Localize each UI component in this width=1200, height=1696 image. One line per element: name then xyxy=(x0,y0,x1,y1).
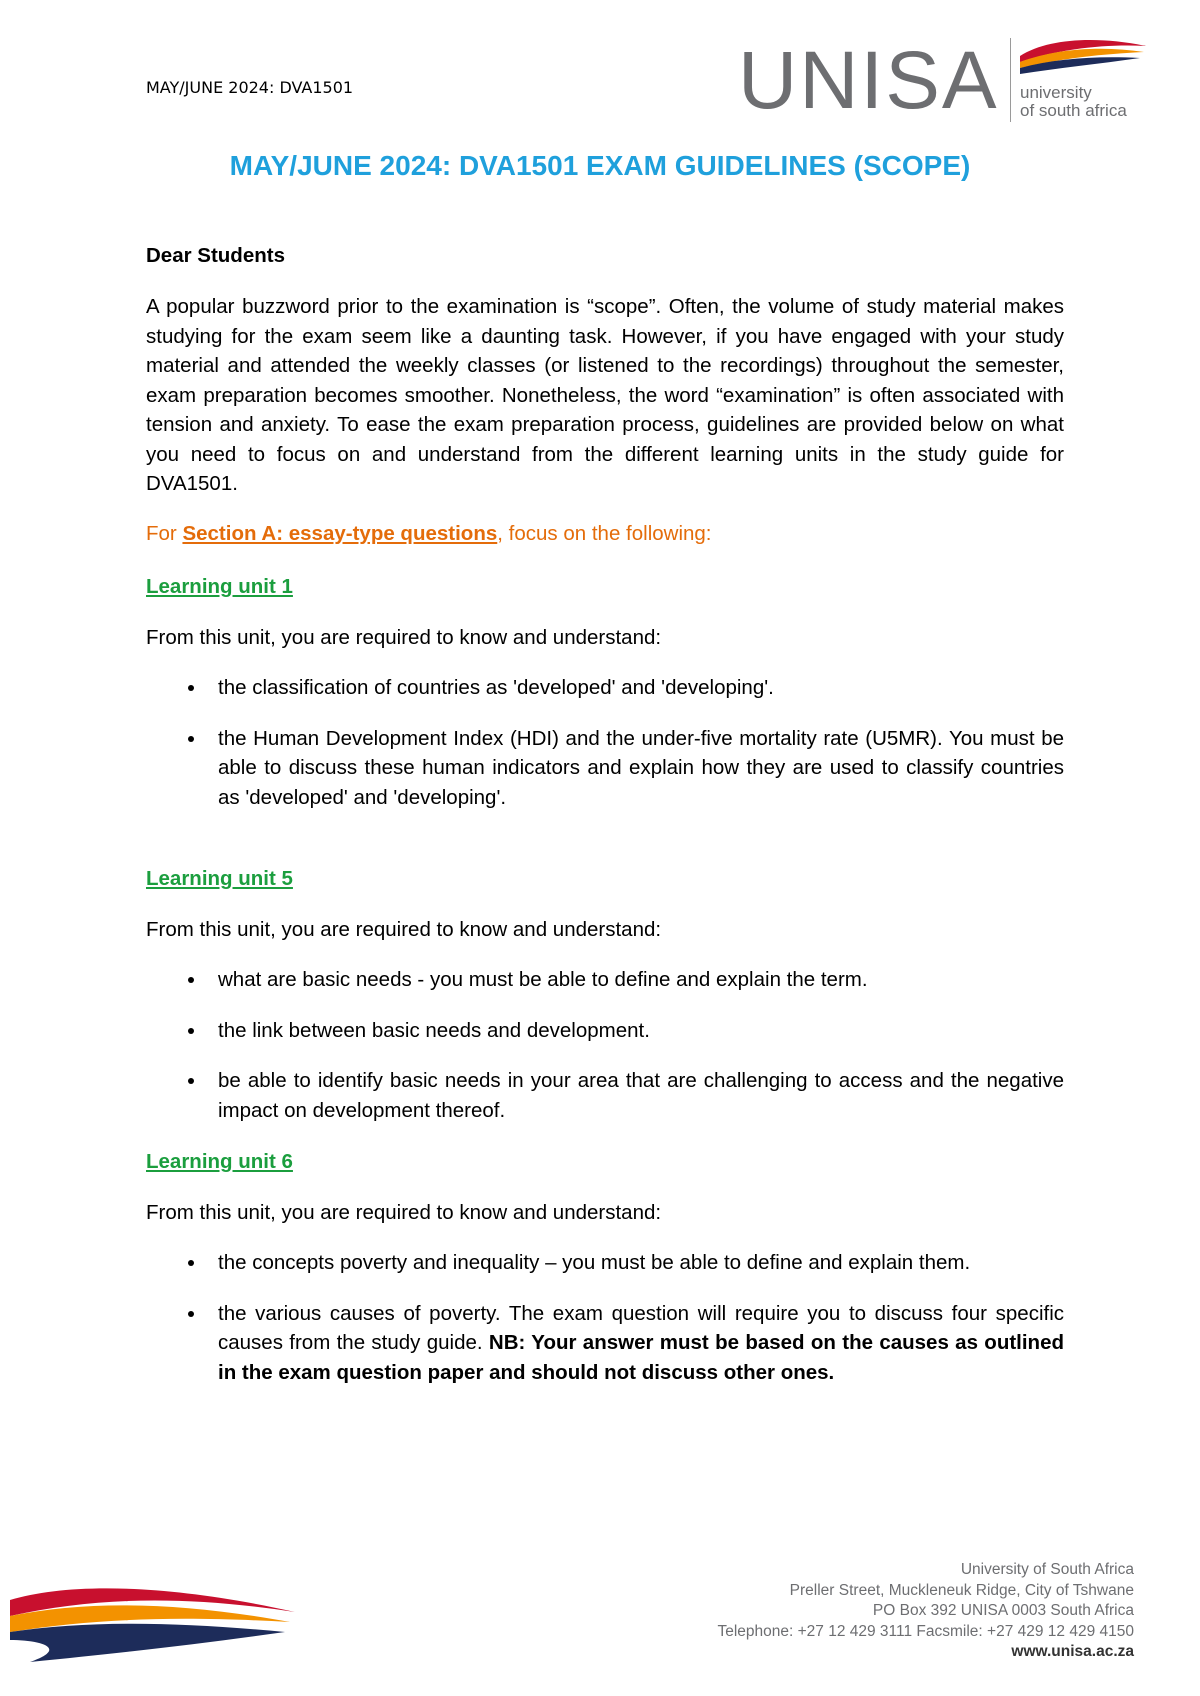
logo-subtitle-line1: university xyxy=(1020,83,1092,102)
list-item: the classification of countries as 'developed' and 'developing'. xyxy=(146,673,1064,703)
section-a-prefix: For xyxy=(146,522,183,545)
address-line: University of South Africa xyxy=(960,1561,1134,1578)
list-item: the Human Development Index (HDI) and the under-five mortality rate (U5MR). You must be able to discuss these human indicators and explain how they are used to classify countries as 'developed' and 'developing'. xyxy=(146,724,1064,813)
list-item: the concepts poverty and inequality – you must be able to define and explain them. xyxy=(146,1248,1064,1278)
learning-unit-5 xyxy=(146,864,1064,1125)
unit-lead: From this unit, you are required to know and understand: xyxy=(146,1200,662,1224)
section-a-suffix: , focus on the following: xyxy=(497,522,712,545)
unit-lead: From this unit, you are required to know and understand: xyxy=(146,917,662,941)
learning-unit-6 xyxy=(146,1147,1064,1387)
section-a-link[interactable]: Section A: essay-type questions xyxy=(182,522,498,545)
logo-subtitle xyxy=(1020,84,1160,120)
logo-swoosh-icon xyxy=(1018,36,1150,80)
address-line: PO Box 392 UNISA 0003 South Africa xyxy=(872,1602,1134,1619)
logo-wordmark: UNISA xyxy=(738,35,999,126)
unit-bullet-list xyxy=(146,1248,1064,1387)
nb-note: NB: Your answer must be based on the causes as outlined in the exam question paper and should not discuss other ones. xyxy=(218,1331,1065,1384)
section-a-instruction xyxy=(146,522,1064,546)
list-item xyxy=(146,1299,1064,1388)
unit-bullet-list xyxy=(146,965,1064,1125)
document-title: MAY/JUNE 2024: DVA1501 EXAM GUIDELINES (SCOPE) xyxy=(229,150,971,181)
footer-address xyxy=(717,1560,1134,1663)
logo-subtitle-line2: of south africa xyxy=(1020,101,1127,120)
list-item-text: the various causes of poverty. The exam question will require you to discuss four specific causes from the study guide. xyxy=(218,1301,1064,1354)
address-line: Telephone: +27 12 429 3111 Facsmile: +27 429 12 429 4150 xyxy=(717,1622,1134,1640)
salutation: Dear Students xyxy=(146,244,285,267)
website-link[interactable]: www.unisa.ac.za xyxy=(1011,1643,1134,1660)
address-line: Preller Street, Muckleneuk Ridge, City of Tshwane xyxy=(789,1581,1134,1599)
list-item: the link between basic needs and development. xyxy=(146,1016,1064,1046)
header-course-code: MAY/JUNE 2024: DVA1501 xyxy=(146,78,354,97)
logo-divider xyxy=(1010,38,1011,122)
list-item: what are basic needs - you must be able to define and explain the term. xyxy=(146,965,1064,995)
unit-bullet-list xyxy=(146,673,1064,812)
unit-heading: Learning unit 1 xyxy=(146,575,293,598)
unisa-logo xyxy=(738,36,1150,126)
learning-unit-1 xyxy=(146,572,1064,812)
intro-paragraph: A popular buzzword prior to the examination is “scope”. Often, the volume of study material makes studying for the exam seem like a daunting task. However, if you have engaged with your study material and attended the weekly classes (or listened to the recordings) throughout the semester, exam preparation becomes smoother. Nonetheless, the word “examination” is often associated with tension and anxiety. To ease the exam preparation process, guidelines are provided below on what you need to focus on and understand from the different learning units in the study guide for DVA1501. xyxy=(146,295,1064,495)
unit-heading: Learning unit 6 xyxy=(146,1150,293,1173)
list-item: be able to identify basic needs in your area that are challenging to access and the negative impact on development thereof. xyxy=(146,1066,1064,1125)
unit-heading: Learning unit 5 xyxy=(146,867,293,890)
unit-lead: From this unit, you are required to know and understand: xyxy=(146,625,662,649)
footer-swoosh-icon xyxy=(10,1582,295,1662)
